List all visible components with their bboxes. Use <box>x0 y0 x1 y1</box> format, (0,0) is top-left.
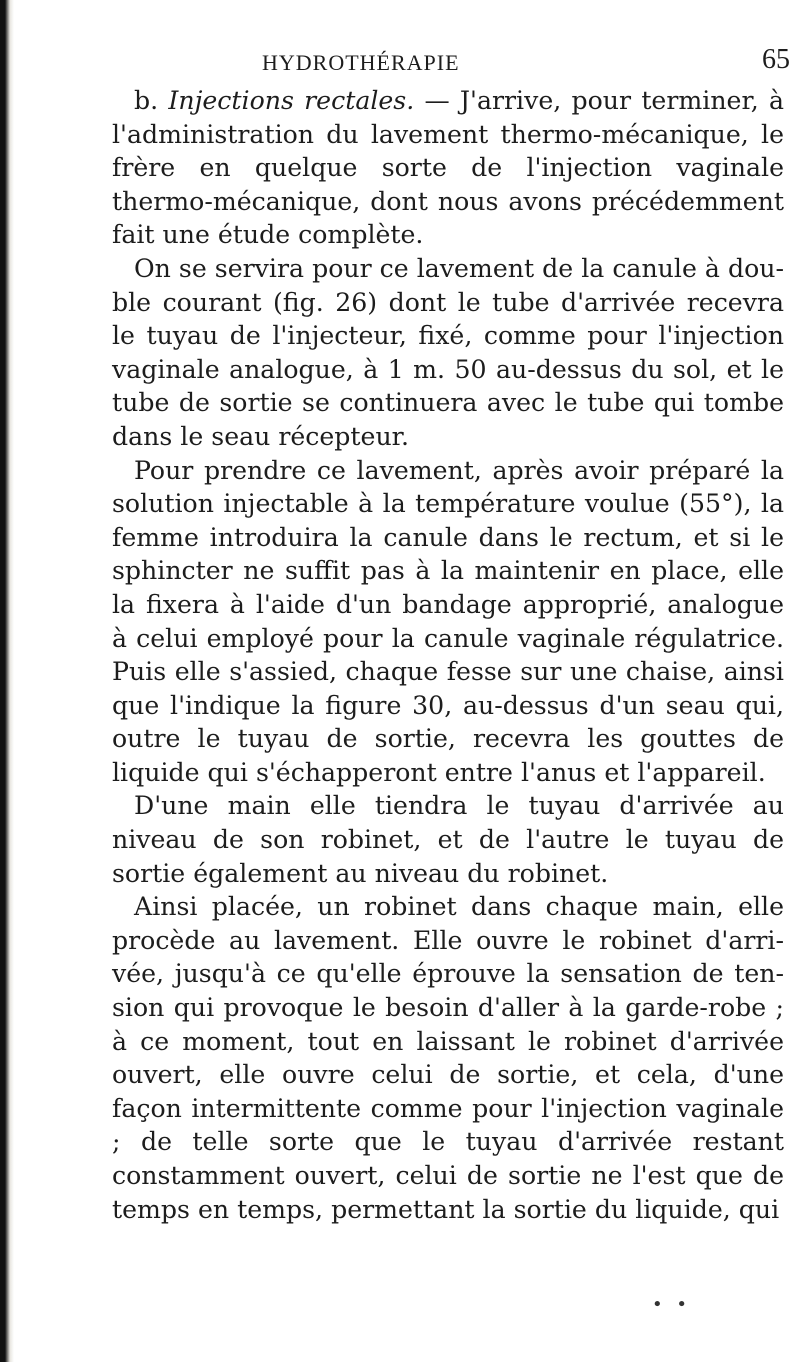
signature-mark: • • <box>652 1294 691 1315</box>
paragraph-une-main: D'une main elle tiendra le tuyau d'arrivée au niveau de son robinet, et de l'autre le tuyau de sortie également au niveau du robinet. <box>112 791 784 888</box>
body-text <box>112 84 784 1226</box>
section-label: b. <box>134 86 159 115</box>
paragraph-prendre-lavement: Pour prendre ce lavement, après avoir préparé la solution injectable à la température voulue (55°), la femme introduira la canule dans le rectum, et si le sphincter ne suffit pas à la maintenir en place, elle la fixera à l'aide d'un bandage approprié, analogue à celui employé pour la canule vaginale régulatrice. Puis elle s'assied, chaque fesse sur une chaise, ainsi que l'indique la figure 30, au-dessus d'un seau qui, outre le tuyau de sortie, recevra les gouttes de liquide qui s'échapperont entre l'anus et l'appareil. <box>112 455 784 787</box>
paragraph-canule: On se servira pour ce lavement de la canule à double courant (fig. 26) dont le tube d'arrivée recevra le tuyau de l'injecteur, fixé, comme pour l'injection vaginale analogue, à 1 m. 50 au-dessus du sol, et le tube de sortie se continuera avec le tube qui tombe dans le seau récepteur. <box>112 253 784 451</box>
running-title: HYDROTHÉRAPIE <box>262 50 460 75</box>
book-binding-edge <box>0 0 14 1362</box>
page-number: 65 <box>762 44 790 75</box>
book-page <box>112 0 790 1362</box>
running-head <box>112 44 790 84</box>
paragraph-text: — J'arrive, pour terminer, à l'administration du lavement thermo-mécanique, le frère en quelque sorte de l'injection vaginale thermo-mécanique, dont nous avons précédemment fait une étude complète. <box>112 86 784 250</box>
paragraph-ainsi-placee: Ainsi placée, un robinet dans chaque main, elle procède au lavement. Elle ouvre le robinet d'arrivée, jusqu'à ce qu'elle éprouve la sensation de tension qui provoque le besoin d'aller à la garde-robe ; à ce moment, tout en laissant le robinet d'arrivée ouvert, elle ouvre celui de sortie, et cela, d'une façon intermittente comme pour l'injection vaginale ; de telle sorte que le tuyau d'arrivée restant constamment ouvert, celui de sortie ne l'est que de temps en temps, permettant la sortie du liquide, qui <box>112 892 784 1224</box>
section-title: Injections rectales. <box>168 86 415 115</box>
paragraph-injections-rectales <box>112 84 784 252</box>
